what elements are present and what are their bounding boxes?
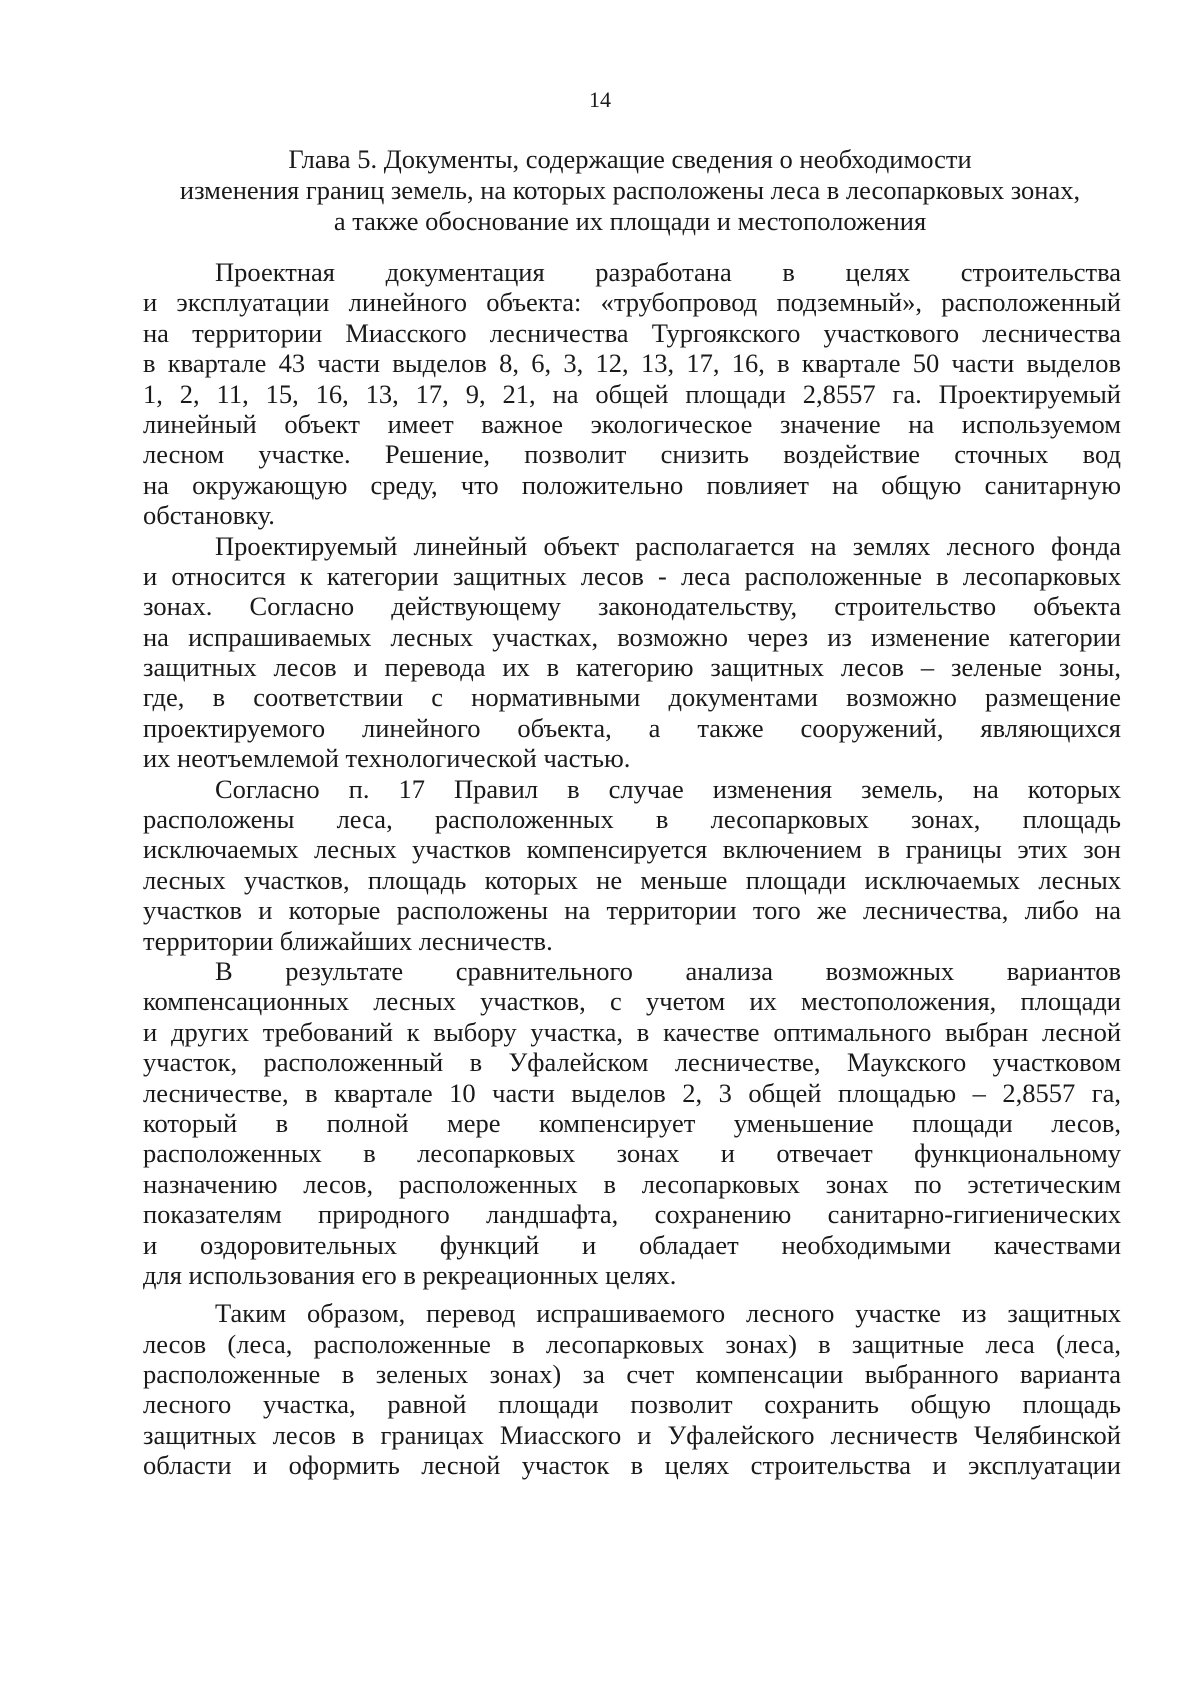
- text-line: на территории Миасского лесничества Тургоякского участкового лесничества: [143, 317, 1121, 348]
- heading-line: а также обоснование их площади и местоположения: [333, 206, 927, 236]
- text-line: и эксплуатации линейного объекта: «трубопровод подземный», расположенный: [143, 287, 1121, 318]
- text-line: Таким образом, перевод испрашиваемого лесного участке из защитных: [215, 1298, 1121, 1329]
- text-line: лесного участка, равной площади позволит сохранить общую площадь: [143, 1389, 1121, 1420]
- paragraph: [143, 956, 1121, 1290]
- paragraph: [143, 531, 1121, 774]
- text-line: лесном участке. Решение, позволит снизить воздействие сточных вод: [143, 439, 1121, 470]
- text-line: расположенных в лесопарковых зонах и отвечает функциональному: [143, 1138, 1121, 1169]
- text-line: 1, 2, 11, 15, 16, 13, 17, 9, 21, на общей площади 2,8557 га. Проектируемый: [143, 378, 1121, 409]
- text-line: В результате сравнительного анализа возможных вариантов: [215, 955, 1121, 986]
- text-line: лесных участков, площадь которых не меньше площади исключаемых лесных: [143, 864, 1121, 895]
- text-line: их неотъемлемой технологической частью.: [143, 743, 631, 774]
- text-line: расположены леса, расположенных в лесопарковых зонах, площадь: [143, 804, 1121, 835]
- text-line: Проектируемый линейный объект располагается на землях лесного фонда: [215, 530, 1121, 561]
- text-line: в квартале 43 части выделов 8, 6, 3, 12, 13, 17, 16, в квартале 50 части выделов: [143, 348, 1121, 379]
- text-line: где, в соответствии с нормативными документами возможно размещение: [143, 682, 1121, 713]
- page-number: 14: [589, 87, 611, 112]
- text-line: участков и которые расположены на территории того же лесничества, либо на: [143, 895, 1121, 926]
- text-line: расположенные в зеленых зонах) за счет компенсации выбранного варианта: [143, 1359, 1121, 1390]
- text-line: области и оформить лесной участок в целях строительства и эксплуатации: [143, 1450, 1121, 1481]
- text-line: на испрашиваемых лесных участках, возможно через из изменение категории: [143, 621, 1121, 652]
- text-line: и оздоровительных функций и обладает необходимыми качествами: [143, 1229, 1121, 1260]
- paragraph: [143, 1298, 1121, 1480]
- text-line: Проектная документация разработана в целях строительства: [215, 257, 1121, 287]
- paragraph: [143, 257, 1121, 531]
- text-line: на окружающую среду, что положительно повлияет на общую санитарную: [143, 469, 1121, 500]
- text-line: назначению лесов, расположенных в лесопарковых зонах по эстетическим: [143, 1168, 1121, 1199]
- heading-line: Глава 5. Документы, содержащие сведения о необходимости: [288, 144, 972, 174]
- text-line: лесничестве, в квартале 10 части выделов 2, 3 общей площадью – 2,8557 га,: [143, 1077, 1121, 1108]
- text-line: для использования его в рекреационных целях.: [143, 1259, 677, 1290]
- text-line: и других требований к выбору участка, в качестве оптимального выбран лесной: [143, 1016, 1121, 1047]
- text-line: Согласно п. 17 Правил в случае изменения земель, на которых: [215, 773, 1121, 804]
- text-line: территории ближайших лесничеств.: [143, 925, 553, 956]
- text-line: зонах. Согласно действующему законодательству, строительство объекта: [143, 591, 1121, 622]
- paragraph: [143, 774, 1121, 956]
- text-line: лесов (леса, расположенные в лесопарковых зонах) в защитные леса (леса,: [143, 1328, 1121, 1359]
- text-line: линейный объект имеет важное экологическое значение на используемом: [143, 408, 1121, 439]
- text-line: компенсационных лесных участков, с учетом их местоположения, площади: [143, 986, 1121, 1017]
- text-line: участок, расположенный в Уфалейском лесничестве, Маукского участковом: [143, 1047, 1121, 1078]
- text-line: и относится к категории защитных лесов - леса расположенные в лесопарковых: [143, 560, 1121, 591]
- text-line: защитных лесов в границах Миасского и Уфалейского лесничеств Челябинской: [143, 1419, 1121, 1450]
- text-line: показателям природного ландшафта, сохранению санитарно-гигиенических: [143, 1199, 1121, 1230]
- body-text: [143, 257, 1121, 1481]
- text-line: проектируемого линейного объекта, а также сооружений, являющихся: [143, 712, 1121, 743]
- text-line: обстановку.: [143, 500, 275, 531]
- chapter-heading: [140, 144, 1120, 237]
- text-line: защитных лесов и перевода их в категорию защитных лесов – зеленые зоны,: [143, 652, 1121, 683]
- heading-line: изменения границ земель, на которых расположены леса в лесопарковых зонах,: [179, 175, 1081, 205]
- text-line: который в полной мере компенсирует уменьшение площади лесов,: [143, 1107, 1121, 1138]
- text-line: исключаемых лесных участков компенсируется включением в границы этих зон: [143, 834, 1121, 865]
